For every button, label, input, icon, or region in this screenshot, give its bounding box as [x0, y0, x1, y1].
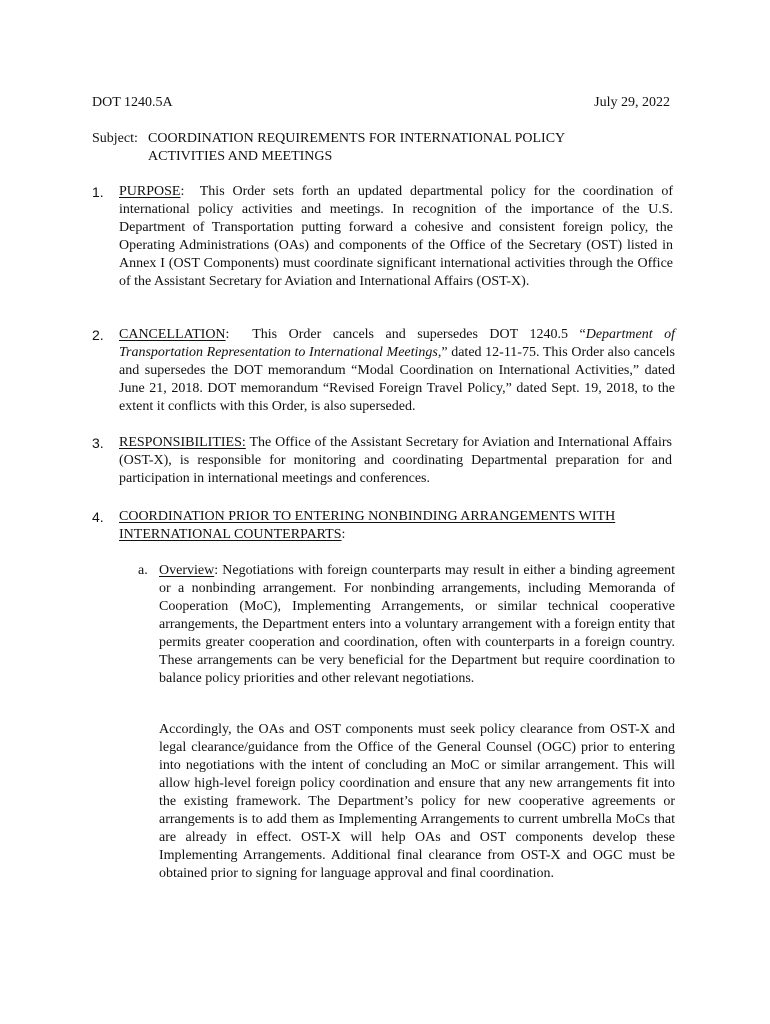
subsection-a-letter: a. [138, 563, 148, 578]
section-2-text-after: ,” dated 12-11-75. This Order also cancels and supersedes the DOT memorandum “Modal Coordination on International Activities,” dated June 21, 2018. DOT memorandum “Revised Foreign Travel Policy,” dated Sept. 19, 2018, to the extent it conflicts with this Order, is also superseded. [119, 345, 676, 414]
subsection-a-heading: Overview [159, 563, 215, 578]
section-3-text: The Office of the Assistant Secretary for Aviation and International Affairs (OST-X), is responsible for monitoring and coordinating Departmental preparation for and participation in international meetings and conferences. [119, 435, 672, 486]
section-2-cancellation: CANCELLATION: This Order cancels and supersedes DOT 1240.5 “Department of Transportation Representation to International Meetings,” dated 12-11-75. This Order also cancels and supersedes the DOT memorandum “Modal Coordination on International Activities,” dated June 21, 2018. DOT memorandum “Revised Foreign Travel Policy,” dated Sept. 19, 2018, to the extent it conflicts with this Order, is also superseded. [119, 327, 676, 414]
section-3-heading: RESPONSIBILITIES: [119, 435, 246, 450]
subject-line-1: COORDINATION REQUIREMENTS FOR INTERNATIONAL POLICY [148, 131, 566, 146]
section-2-cited-title: Department of Transportation Representation to International Meetings [119, 327, 676, 360]
section-4-number: 4. [92, 509, 104, 525]
section-3-responsibilities [119, 434, 672, 488]
subsection-a-overview: Overview: Negotiations with foreign counterparts may result in either a binding agreement or a nonbinding arrangement. For nonbinding arrangements, including Memoranda of Cooperation (MoC), Implementing Arrangements, or similar technical cooperative arrangements, the Department enters into a voluntary arrangement with a foreign entity that permits greater cooperation and coordination, often with counterparts in a foreign country. These arrangements can be very beneficial for the Department but require coordination to balance policy priorities and other relevant negotiations. [159, 563, 676, 686]
subsection-a-text: Negotiations with foreign counterparts may result in either a binding agreement or a nonbinding arrangement. For nonbinding arrangements, including Memoranda of Cooperation (MoC), Implementing Arrangements, or similar technical cooperative arrangements, the Department enters into a voluntary arrangement with a foreign entity that permits greater cooperation and coordination, often with counterparts in a foreign country. These arrangements can be very beneficial for the Department but require coordination to balance policy priorities and other relevant negotiations. [159, 563, 676, 686]
doc-number: DOT 1240.5A [92, 95, 173, 110]
doc-date: July 29, 2022 [594, 95, 670, 110]
section-4-heading-line-1 [119, 508, 615, 526]
section-4-heading-2: INTERNATIONAL COUNTERPARTS [119, 527, 342, 542]
section-2-text-before: This Order cancels and supersedes DOT 1240.5 “ [252, 327, 586, 342]
section-1-heading: PURPOSE [119, 184, 181, 199]
section-1-number: 1. [92, 184, 104, 200]
subject-label: Subject: [92, 131, 138, 146]
section-1-text: This Order sets forth an updated departmental policy for the coordination of international policy activities and meetings. In recognition of the importance of the U.S. Department of Transportation putting forward a cohesive and consistent foreign policy, the Operating Administrations (OAs) and components of the Office of the Secretary (OST) listed in Annex I (OST Components) must coordinate significant international activities through the Office of the Assistant Secretary for Aviation and International Affairs (OST-X). [119, 184, 673, 289]
section-4-heading-line-2: INTERNATIONAL COUNTERPARTS: [119, 527, 346, 542]
section-2-heading: CANCELLATION [119, 327, 226, 342]
section-4-heading-1: COORDINATION PRIOR TO ENTERING NONBINDING ARRANGEMENTS WITH [119, 509, 616, 524]
subsection-a-paragraph-2: Accordingly, the OAs and OST components must seek policy clearance from OST-X and legal clearance/guidance from the Office of the General Counsel (OGC) prior to entering into negotiations with the intent of concluding an MoC or similar arrangement. This will allow high-level foreign policy coordination and ensure that any new arrangements fit into the existing framework. The Department’s policy for new cooperative agreements or arrangements is to add them as Implementing Arrangements to current umbrella MoCs that are already in effect. OST-X will help OAs and OST components develop these Implementing Arrangements. Additional final clearance from OST-X and OGC must be obtained prior to signing for language approval and final coordination. [159, 722, 675, 881]
section-2-number: 2. [92, 327, 104, 343]
section-3-number: 3. [92, 435, 104, 451]
subject-line-2: ACTIVITIES AND MEETINGS [148, 149, 333, 164]
section-1-purpose: PURPOSE: This Order sets forth an updated departmental policy for the coordination of international policy activities and meetings. In recognition of the importance of the U.S. Department of Transportation putting forward a cohesive and consistent foreign policy, the Operating Administrations (OAs) and components of the Office of the Secretary (OST) listed in Annex I (OST Components) must coordinate significant international activities through the Office of the Assistant Secretary for Aviation and International Affairs (OST-X). [119, 184, 673, 289]
